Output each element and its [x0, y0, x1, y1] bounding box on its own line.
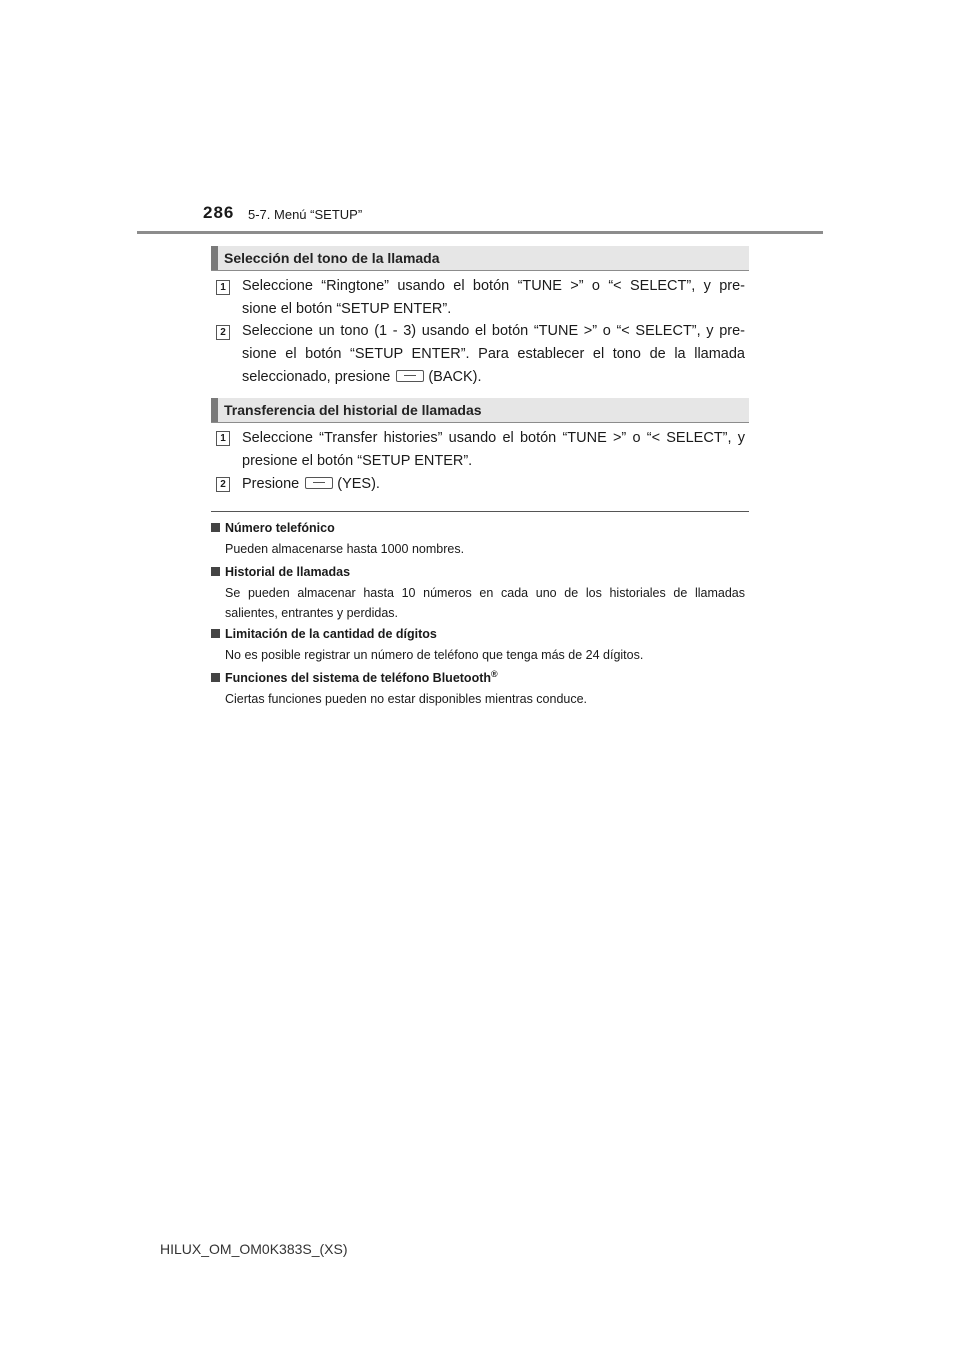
note-title-text: Limitación de la cantidad de dígitos [225, 627, 437, 641]
footer-doc-code: HILUX_OM_OM0K383S_(XS) [160, 1241, 348, 1257]
square-bullet-icon [211, 629, 220, 638]
header-rule [137, 231, 823, 234]
square-bullet-icon [211, 567, 220, 576]
step-badge: 2 [216, 325, 230, 340]
step-badge: 1 [216, 431, 230, 446]
step-badge: 2 [216, 477, 230, 492]
square-bullet-icon [211, 673, 220, 682]
step-line [242, 369, 482, 385]
heading-bar [211, 246, 218, 270]
note-title [211, 565, 350, 579]
note-body: Pueden almacenarse hasta 1000 nombres. [225, 542, 465, 556]
step-text [242, 473, 745, 496]
step-line-part: (BACK). [428, 369, 482, 385]
step-line-part: (YES). [337, 476, 380, 492]
back-button-icon [396, 370, 424, 382]
section-heading-text: Transferencia del historial de llamadas [224, 402, 482, 418]
note-title [211, 669, 498, 685]
section-heading-ringtone [211, 246, 749, 271]
step-text [242, 427, 745, 473]
step-text [242, 275, 745, 321]
note-title-text: Número telefónico [225, 521, 335, 535]
note-body: Ciertas funciones pueden no estar disponibles mientras conduce. [225, 692, 588, 706]
note-body: No es posible registrar un número de teléfono que tenga más de 24 dígitos. [225, 648, 644, 662]
yes-button-icon [305, 477, 333, 489]
step-line: sione el botón “SETUP ENTER”. Para establecer el tono de la llamada [242, 346, 745, 362]
note-title [211, 521, 335, 535]
step-badge: 1 [216, 280, 230, 295]
step-line: presione el botón “SETUP ENTER”. [242, 453, 473, 469]
note-title [211, 627, 437, 641]
registered-mark: ® [491, 669, 498, 679]
step-line-part: Presione [242, 476, 300, 492]
step-line: Seleccione “Ringtone” usando el botón “TUNE >” o “< SELECT”, y pre- [242, 278, 745, 294]
section-heading-text: Selección del tono de la llamada [224, 250, 440, 266]
step-line-part: seleccionado, presione [242, 369, 391, 385]
step-text [242, 320, 745, 389]
page-number: 286 [203, 203, 235, 222]
square-bullet-icon [211, 523, 220, 532]
note-title-text: Historial de llamadas [225, 565, 351, 579]
step-line: Seleccione un tono (1 - 3) usando el botón “TUNE >” o “< SELECT”, y pre- [242, 323, 745, 339]
step-line: sione el botón “SETUP ENTER”. [242, 301, 452, 317]
notes-rule [211, 511, 749, 512]
section-heading-history-transfer [211, 398, 749, 423]
heading-bar [211, 398, 218, 422]
note-body: Se pueden almacenar hasta 10 números en cada uno de los historiales de llamadas salientes, entrantes y perdidas. [225, 586, 745, 620]
step-line: Seleccione “Transfer histories” usando el botón “TUNE >” o “< SELECT”, y [242, 430, 745, 446]
running-header: 5-7. Menú “SETUP” [248, 207, 363, 222]
note-title-text: Funciones del sistema de teléfono Bluetooth [225, 671, 492, 686]
